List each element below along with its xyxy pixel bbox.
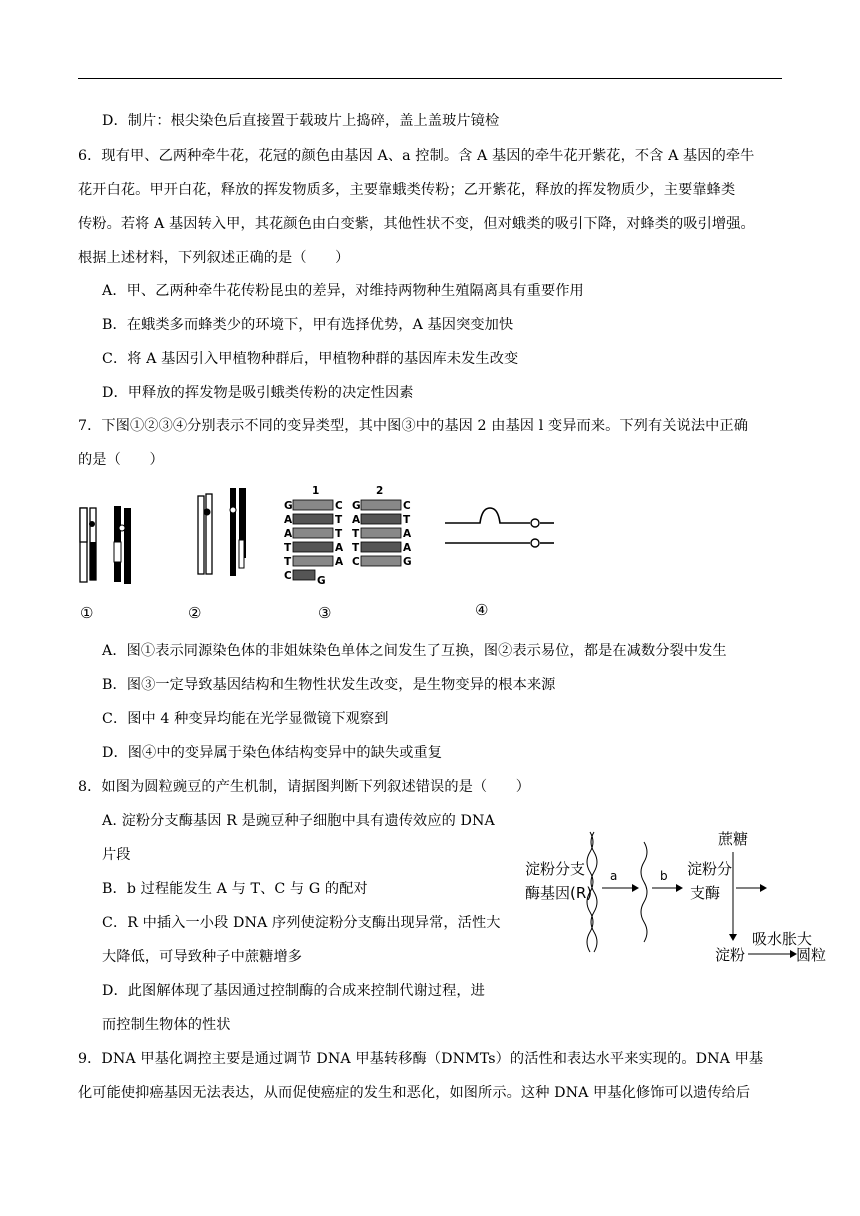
absorb-water-label: 吸水胀大 — [752, 930, 813, 948]
base-left: G — [352, 500, 361, 512]
base-left: T — [284, 556, 292, 568]
base-left: T — [352, 528, 360, 540]
base-left: G — [284, 500, 293, 512]
gene-mutation-diagram — [284, 485, 412, 587]
q7-stem-line2: 的是（ ） — [78, 452, 164, 468]
base-right: T — [335, 528, 343, 540]
base-right: T — [335, 514, 343, 526]
gene-r-label-line2: 酶基因(R) — [525, 884, 593, 902]
base-pair-bar — [293, 500, 333, 510]
q8-option-b: B．b 过程能发生 A 与 T、C 与 G 的配对 — [102, 881, 368, 897]
q8-option-c-line1: C．R 中插入一小段 DNA 序列使淀粉分支酶出现异常，活性大 — [102, 915, 501, 931]
fig7-label-1: ① — [80, 604, 94, 622]
figure-7-variation-types — [70, 480, 570, 625]
q8-option-a-line1: A. 淀粉分支酶基因 R 是豌豆种子细胞中具有遗传效应的 DNA — [102, 813, 495, 829]
round-pea-label: 圆粒 — [796, 946, 827, 964]
q8-option-d-line1: D．此图解体现了基因通过控制酶的合成来控制代谢过程，进 — [102, 983, 485, 999]
q7-option-d: D．图④中的变异属于染色体结构变异中的缺失或重复 — [102, 745, 443, 761]
base-pair-bar — [361, 500, 401, 510]
base-pair-bar — [361, 528, 401, 538]
base-right: G — [317, 575, 326, 587]
q8-option-d-line2: 而控制生物体的性状 — [102, 1017, 231, 1033]
chromosome-loop-diagram — [445, 508, 554, 547]
base-left: C — [284, 570, 292, 582]
fig7-label-3: ③ — [318, 604, 332, 622]
q7-stem-line1: 7．下图①②③④分别表示不同的变异类型，其中图③中的基因 2 由基因 l 变异而来。下列有关说法中正确 — [78, 418, 748, 434]
enzyme-label-line1: 淀粉分 — [687, 860, 733, 878]
q6-option-b: B．在蛾类多而蜂类少的环境下，甲有选择优势，A 基因突变加快 — [102, 317, 514, 333]
base-right: C — [403, 500, 411, 512]
q8-option-a-line2: 片段 — [102, 847, 131, 863]
q8-option-c-line2: 大降低，可导致种子中蔗糖增多 — [102, 949, 303, 965]
chromosome-pair-translocation — [198, 488, 246, 576]
base-right: T — [403, 514, 411, 526]
sucrose-label: 蔗糖 — [718, 830, 749, 848]
gene-r-label-line1: 淀粉分支 — [525, 860, 586, 878]
arrow-b-label: b — [660, 869, 668, 883]
gene-label-2: 2 — [376, 485, 384, 497]
q6-stem-line3: 传粉。若将 A 基因转入甲，其花颜色由白变紫，其他性状不变，但对蛾类的吸引下降，对蜂类的吸引增强。 — [78, 216, 755, 232]
q9-stem-line2: 化可能使抑癌基因无法表达，从而促使癌症的发生和恶化，如图所示。这种 DNA 甲基化修饰可以遗传给后 — [78, 1085, 751, 1101]
base-pair-bar — [361, 514, 401, 524]
base-left: A — [284, 514, 293, 526]
q7-option-c: C．图中 4 种变异均能在光学显微镜下观察到 — [102, 711, 389, 727]
base-left: T — [352, 542, 360, 554]
q6-stem-line4: 根据上述材料，下列叙述正确的是（ ） — [78, 250, 350, 266]
q7-option-a: A．图①表示同源染色体的非姐妹染色单体之间发生了互换，图②表示易位，都是在减数分裂中发生 — [102, 643, 727, 659]
fig7-label-2: ② — [188, 604, 202, 622]
enzyme-label-line2: 支酶 — [690, 884, 721, 902]
fig7-label-4: ④ — [475, 601, 489, 619]
base-right: A — [403, 542, 412, 554]
base-right: G — [403, 556, 412, 568]
q6-option-c: C．将 A 基因引入甲植物种群后，甲植物种群的基因库未发生改变 — [102, 351, 519, 367]
q5-option-d: D．制片：根尖染色后直接置于载玻片上捣碎，盖上盖玻片镜检 — [102, 113, 500, 129]
base-pair-bar — [293, 528, 333, 538]
q6-stem-line2: 花开白花。甲开白花，释放的挥发物质多，主要靠蛾类传粉；乙开紫花，释放的挥发物质少，主要靠蜂类 — [78, 182, 736, 198]
base-pair-bar — [293, 514, 333, 524]
chromosome-pair-crossover — [80, 506, 131, 584]
base-right: A — [335, 542, 344, 554]
q6-stem-line1: 6．现有甲、乙两种牵牛花，花冠的颜色由基因 A、a 控制。含 A 基因的牵牛花开紫花，不含 A 基因的牵牛 — [78, 148, 755, 164]
q8-stem: 8．如图为圆粒豌豆的产生机制，请据图判断下列叙述错误的是（ ） — [78, 779, 531, 795]
base-right: A — [335, 556, 344, 568]
base-right: C — [335, 500, 343, 512]
header-rule — [78, 78, 782, 79]
q6-option-d: D．甲释放的挥发物是吸引蛾类传粉的决定性因素 — [102, 385, 414, 401]
base-pair-bar — [361, 556, 401, 566]
q7-option-b: B．图③一定导致基因结构和生物性状发生改变，是生物变异的根本来源 — [102, 677, 556, 693]
base-pair-bar — [361, 542, 401, 552]
q6-option-a: A．甲、乙两种牵牛花传粉昆虫的差异，对维持两物种生殖隔离具有重要作用 — [102, 283, 584, 299]
base-right: A — [403, 528, 412, 540]
base-left: T — [284, 542, 292, 554]
gene-label-1: 1 — [312, 485, 320, 497]
base-pair-bar — [293, 542, 333, 552]
q9-stem-line1: 9．DNA 甲基化调控主要是通过调节 DNA 甲基转移酶（DNMTs）的活性和表达水平来实现的。DNA 甲基 — [78, 1051, 764, 1067]
base-left: A — [284, 528, 293, 540]
base-pair-bar — [293, 556, 333, 566]
figure-8-round-pea-mechanism — [520, 822, 830, 972]
starch-label: 淀粉 — [715, 946, 746, 964]
base-pair-bar — [293, 570, 315, 580]
base-left: C — [352, 556, 360, 568]
base-left: A — [352, 514, 361, 526]
arrow-a-label: a — [610, 869, 618, 883]
